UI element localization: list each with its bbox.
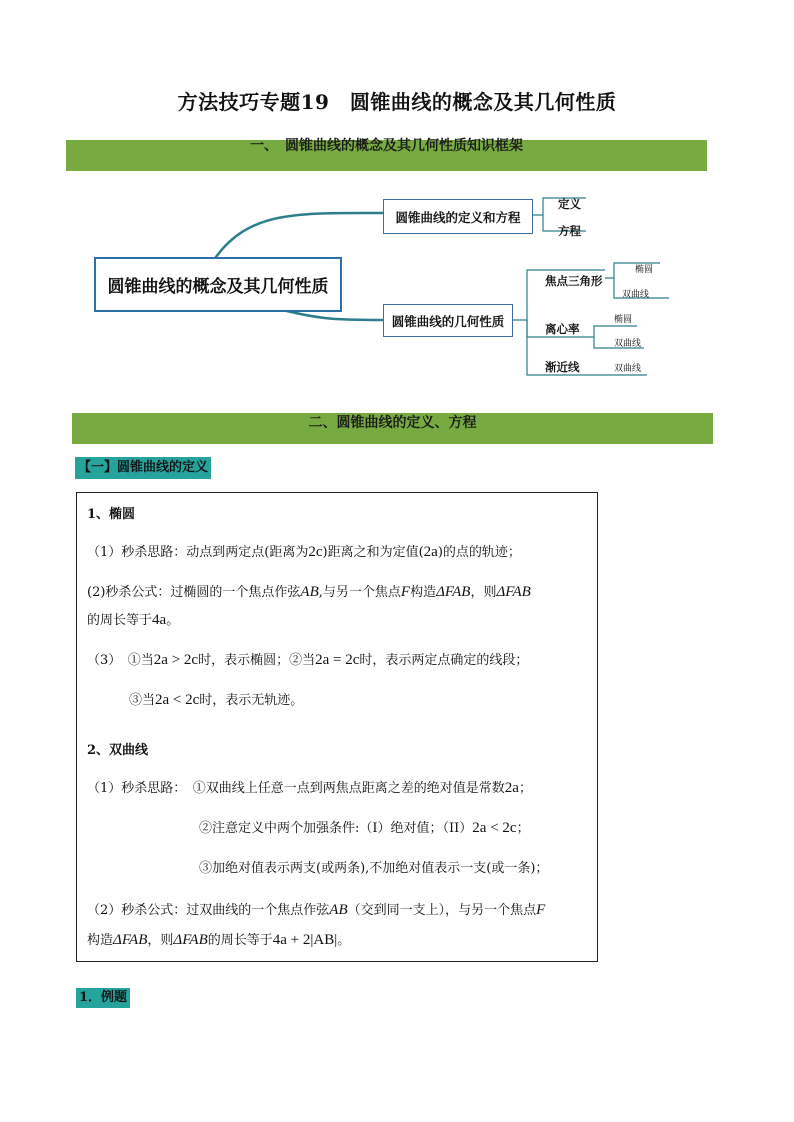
hyperbola-point-1b: ②注意定义中两个加强条件:（I）绝对值；（II）2a < 2c； [199, 820, 530, 836]
hyperbola-heading: 2、双曲线 [87, 743, 149, 758]
ellipse-point-3-cont: ③当2a < 2c时，表示无轨迹。 [129, 692, 304, 708]
mindmap-root: 圆锥曲线的概念及其几何性质 [94, 257, 342, 312]
hyperbola-point-2: （2）秒杀公式：过双曲线的一个焦点作弦AB（交到同一支上），与另一个焦点F [87, 902, 546, 918]
mindmap-branch-properties: 圆锥曲线的几何性质 [383, 304, 513, 337]
subsection-tag: 【一】圆锥曲线的定义 [75, 457, 211, 479]
ellipse-heading: 1、椭圆 [87, 507, 136, 522]
mindmap-leaf-asymptote: 渐近线 [545, 360, 580, 374]
section2-heading: 二、圆锥曲线的定义、方程 [72, 413, 713, 444]
mindmap-leaf-focal-triangle: 焦点三角形 [545, 274, 603, 288]
ellipse-point-1: （1）秒杀思路：动点到两定点(距离为2c)距离之和为定值(2a)的点的轨迹； [87, 544, 521, 560]
mindmap-leaf-eccentricity: 离心率 [545, 322, 580, 336]
mindmap-branch-definition: 圆锥曲线的定义和方程 [383, 199, 533, 234]
mindmap-leaf-definition: 定义 [558, 197, 581, 211]
example-tag: 1．例题 [76, 988, 130, 1008]
mindmap-leaf-jd-hyperbola: 双曲线 [622, 290, 650, 300]
definition-box [76, 492, 598, 962]
hyperbola-point-2-cont: 构造ΔFAB，则ΔFAB的周长等于4a + 2|AB|。 [87, 932, 351, 948]
page-title: 方法技巧专题19 圆锥曲线的概念及其几何性质 [177, 90, 617, 114]
mindmap-leaf-lx-hyperbola: 双曲线 [614, 339, 642, 349]
mindmap-leaf-jj-hyperbola: 双曲线 [614, 364, 642, 374]
ellipse-point-2-cont: 的周长等于4a。 [87, 612, 180, 628]
mindmap-leaf-equation: 方程 [558, 224, 581, 238]
ellipse-point-3: （3） ①当2a > 2c时，表示椭圆；②当2a = 2c时，表示两定点确定的线段； [87, 652, 529, 668]
mindmap-leaf-jd-ellipse: 椭圆 [635, 265, 654, 275]
connector-root-branch1 [216, 213, 383, 257]
hyperbola-point-1c: ③加绝对值表示两支(或两条),不加绝对值表示一支(或一条)； [199, 861, 549, 876]
hyperbola-point-1: （1）秒杀思路： ①双曲线上任意一点到两焦点距离之差的绝对值是常数2a； [87, 780, 532, 796]
section1-heading: 一、 圆锥曲线的概念及其几何性质知识框架 [66, 140, 707, 171]
mindmap-leaf-lx-ellipse: 椭圆 [614, 315, 633, 325]
ellipse-point-2: (2)秒杀公式：过椭圆的一个焦点作弦AB,与另一个焦点F构造ΔFAB，则ΔFAB [87, 584, 531, 600]
